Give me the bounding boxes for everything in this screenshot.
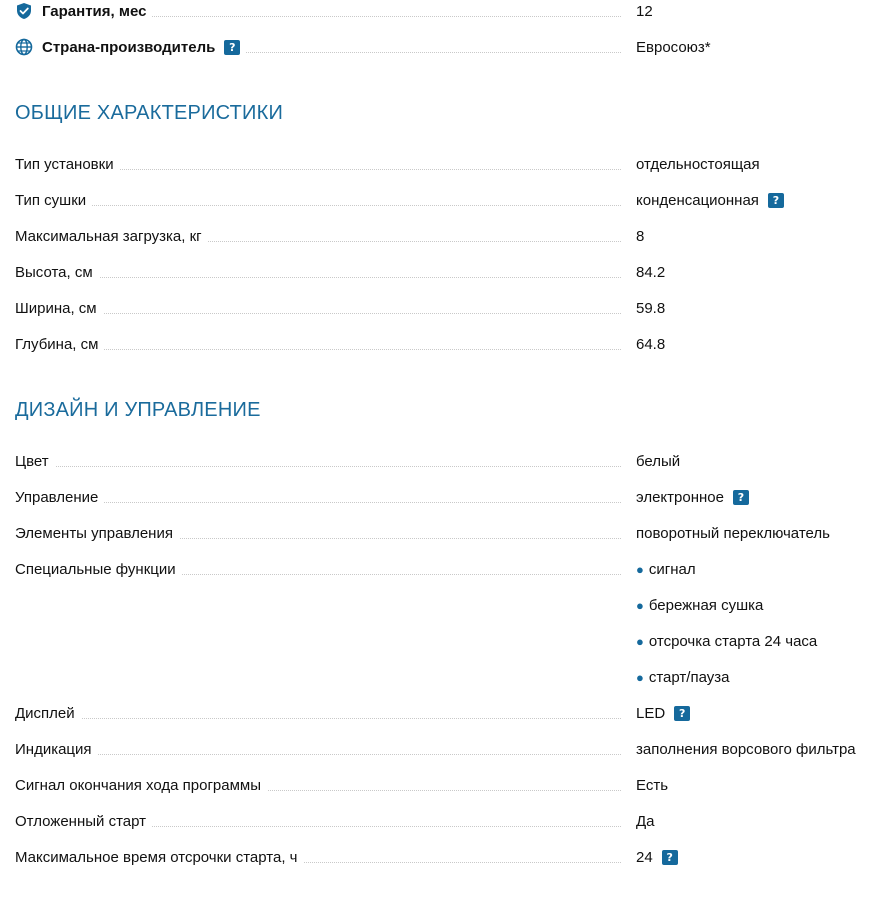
spec-row	[15, 450, 880, 486]
help-icon[interactable]: ?	[733, 490, 749, 505]
spec-label: Управление	[15, 489, 104, 506]
list-item: ● бережная сушка	[636, 596, 764, 614]
dotted-leader	[15, 313, 621, 314]
spec-row	[15, 846, 880, 882]
spec-label: Ширина, см	[15, 300, 103, 317]
spec-row-warranty	[15, 0, 880, 36]
spec-value: отдельностоящая	[636, 155, 760, 173]
dotted-leader	[15, 718, 621, 719]
spec-value: 84.2	[636, 263, 666, 281]
spec-value: конденсационная	[636, 191, 759, 209]
spec-value: 8	[636, 227, 645, 245]
spec-label: Отложенный старт	[15, 813, 152, 830]
spec-value: 59.8	[636, 299, 666, 317]
spec-row	[15, 333, 880, 369]
help-icon[interactable]: ?	[674, 706, 690, 721]
spec-label: Сигнал окончания хода программы	[15, 777, 267, 794]
dotted-leader	[15, 277, 621, 278]
spec-value: 12	[636, 2, 653, 20]
list-item: ● старт/пауза	[636, 668, 730, 686]
spec-label: Максимальное время отсрочки старта, ч	[15, 849, 303, 866]
spec-label: Дисплей	[15, 705, 81, 722]
spec-row	[15, 522, 880, 558]
spec-value: Есть	[636, 776, 669, 794]
spec-row	[15, 486, 880, 522]
dotted-leader	[15, 502, 621, 503]
spec-value: Да	[636, 812, 655, 830]
dotted-leader	[15, 349, 621, 350]
spec-label: Специальные функции	[15, 561, 182, 578]
dotted-leader	[15, 754, 621, 755]
spec-row	[15, 153, 880, 189]
spec-row-special-functions	[15, 558, 880, 702]
dotted-leader	[15, 466, 621, 467]
spec-value: LED	[636, 704, 666, 722]
globe-icon	[15, 38, 33, 56]
spec-label: Высота, см	[15, 264, 99, 281]
spec-label: Элементы управления	[15, 525, 179, 542]
spec-row	[15, 189, 880, 225]
spec-row	[15, 225, 880, 261]
spec-label: Глубина, см	[15, 336, 104, 353]
dotted-leader	[15, 205, 621, 206]
bullet-icon: ●	[636, 669, 644, 685]
spec-value: 64.8	[636, 335, 666, 353]
list-item: ● отсрочка старта 24 часа	[636, 632, 818, 650]
spec-value: 24	[636, 848, 653, 866]
list-item: ● сигнал	[636, 560, 696, 578]
bullet-icon: ●	[636, 561, 644, 577]
spec-row	[15, 297, 880, 333]
bullet-icon: ●	[636, 633, 644, 649]
spec-value: белый	[636, 452, 681, 470]
spec-row	[15, 810, 880, 846]
spec-row	[15, 261, 880, 297]
help-icon[interactable]: ?	[662, 850, 678, 865]
spec-label: Тип сушки	[15, 192, 92, 209]
spec-row	[15, 774, 880, 810]
spec-row	[15, 702, 880, 738]
spec-value: Евросоюз*	[636, 38, 711, 56]
spec-label: Гарантия, мес	[42, 2, 147, 20]
spec-value: электронное	[636, 488, 724, 506]
shield-check-icon	[15, 2, 33, 20]
spec-label: Максимальная загрузка, кг	[15, 228, 208, 245]
spec-label: Индикация	[15, 741, 98, 758]
spec-value: заполнения ворсового фильтра	[636, 740, 856, 758]
spec-row-country	[15, 36, 880, 72]
section-title-general: ОБЩИЕ ХАРАКТЕРИСТИКИ	[15, 102, 284, 124]
spec-label: Страна-производитель	[42, 38, 216, 56]
spec-value: поворотный переключатель	[636, 524, 830, 542]
section-title-design: ДИЗАЙН И УПРАВЛЕНИЕ	[15, 399, 261, 421]
help-icon[interactable]: ?	[768, 193, 784, 208]
bullet-icon: ●	[636, 597, 644, 613]
help-icon[interactable]: ?	[224, 40, 240, 55]
spec-row	[15, 738, 880, 774]
spec-label: Тип установки	[15, 156, 120, 173]
spec-label: Цвет	[15, 453, 55, 470]
